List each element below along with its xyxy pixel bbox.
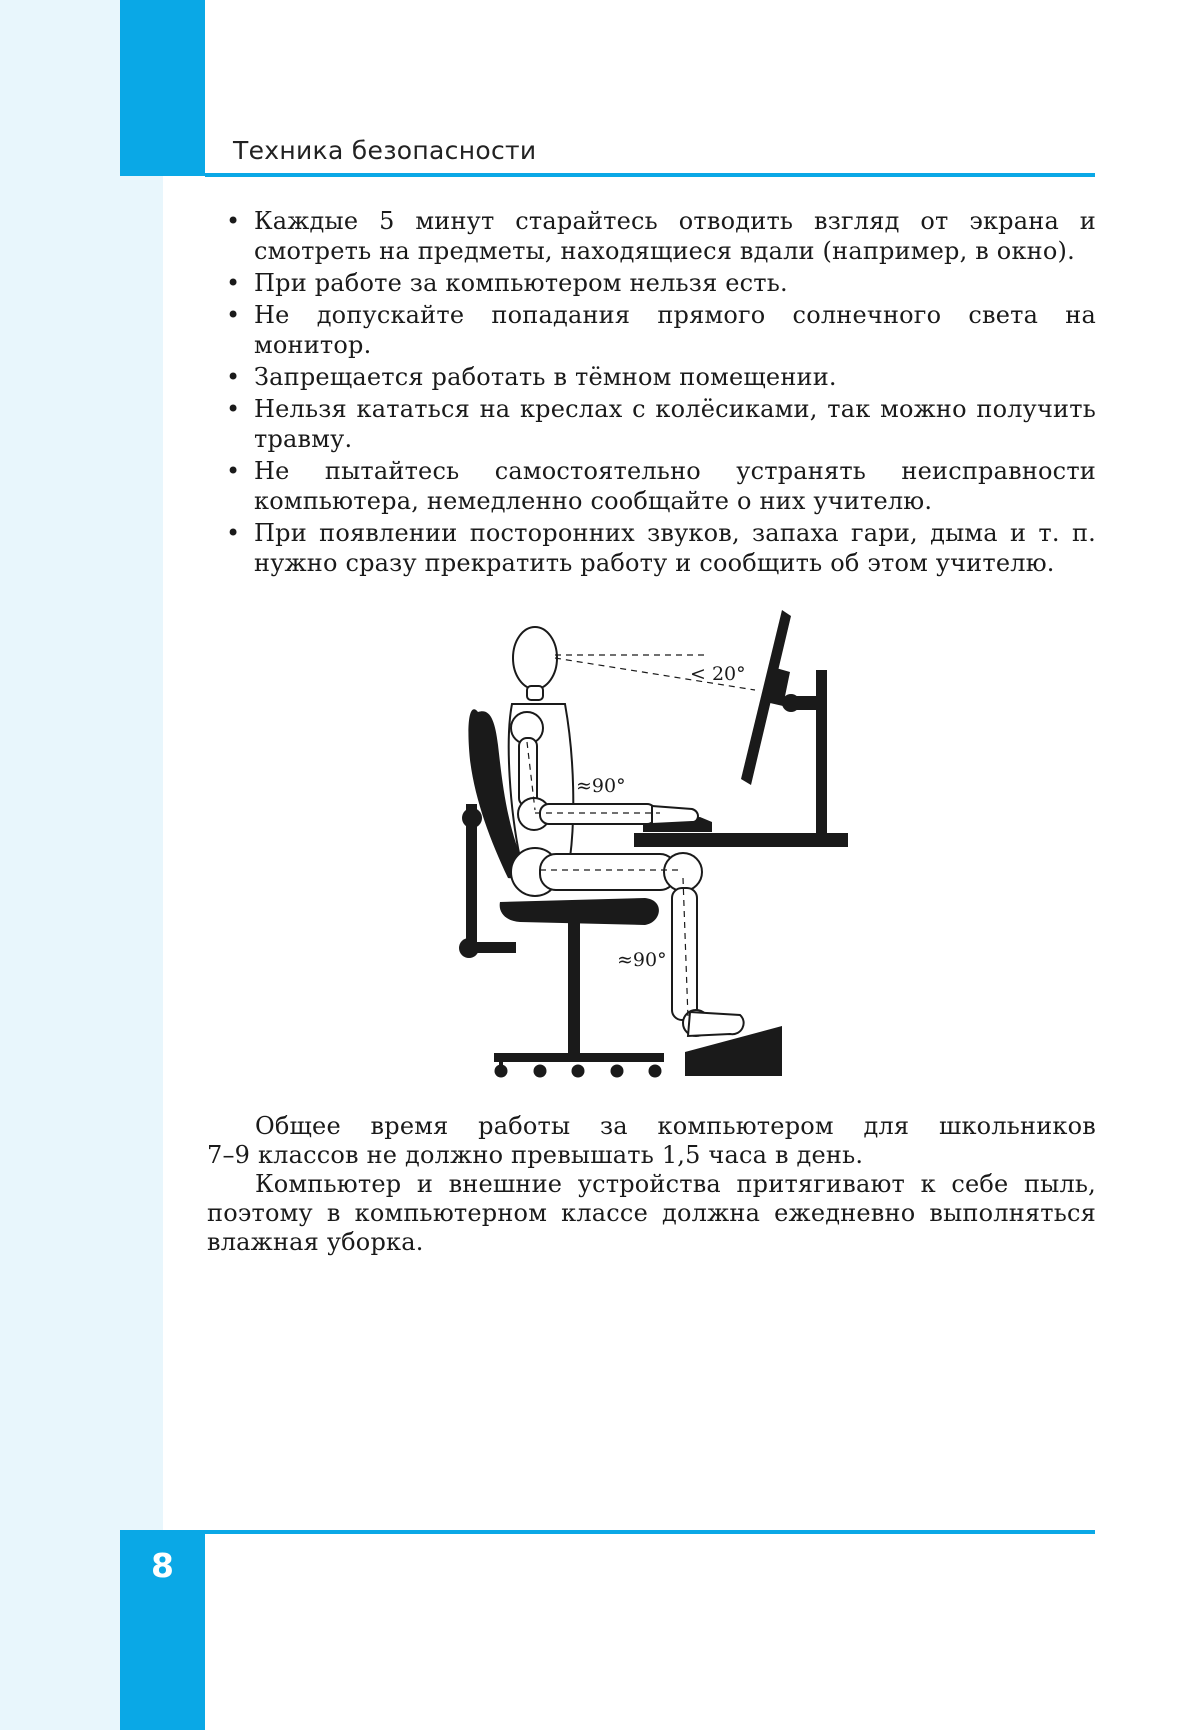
bullet-icon: • [226, 363, 241, 391]
safety-rules-list [222, 206, 1096, 580]
header-color-block [120, 0, 205, 176]
page-number: 8 [151, 1546, 174, 1585]
list-item: • Не пытайтесь самостоятельно устранять неисправности компьютера, немедленно сообщайте о них учителю. [226, 457, 1096, 515]
header-rule [205, 173, 1095, 177]
bullet-icon: • [226, 301, 241, 329]
screen-time-paragraph: Общее время работы за компьютером для школьников 7–9 классов не должно превышать 1,5 часа в день. [207, 1112, 1096, 1169]
bullet-icon: • [226, 269, 241, 297]
page-title: Техника безопасности [233, 136, 537, 165]
bullet-icon: • [226, 519, 241, 547]
list-item: • Каждые 5 минут старайтесь отводить взгляд от экрана и смотреть на предметы, находящиеся вдали (например, в окно). [226, 207, 1096, 265]
bullet-icon: • [226, 395, 241, 423]
list-item: • Не допускайте попадания прямого солнечного света на монитор. [226, 301, 1096, 359]
bullet-icon: • [226, 457, 241, 485]
left-margin-strip [0, 0, 163, 1730]
ergonomic-posture-illustration [440, 600, 860, 1090]
desk [634, 833, 848, 847]
dust-cleaning-paragraph: Компьютер и внешние устройства притягивают к себе пыль, поэтому в компьютерном классе должна ежедневно выполняться влажная уборка. [207, 1170, 1096, 1256]
angle-knee-label: ≈90° [617, 949, 667, 971]
monitor-icon [741, 610, 827, 847]
bullet-icon: • [226, 207, 241, 235]
angle-eye-label: < 20° [690, 663, 746, 685]
angle-elbow-label: ≈90° [576, 775, 626, 797]
list-item: • Нельзя кататься на креслах с колёсиками, так можно получить травму. [226, 395, 1096, 453]
footer-rule [205, 1530, 1095, 1534]
list-item: • Запрещается работать в тёмном помещении. [226, 363, 837, 391]
list-item: • При появлении посторонних звуков, запаха гари, дыма и т. п. нужно сразу прекратить работу и сообщить об этом учителю. [226, 519, 1096, 577]
list-item: • При работе за компьютером нельзя есть. [226, 269, 788, 297]
